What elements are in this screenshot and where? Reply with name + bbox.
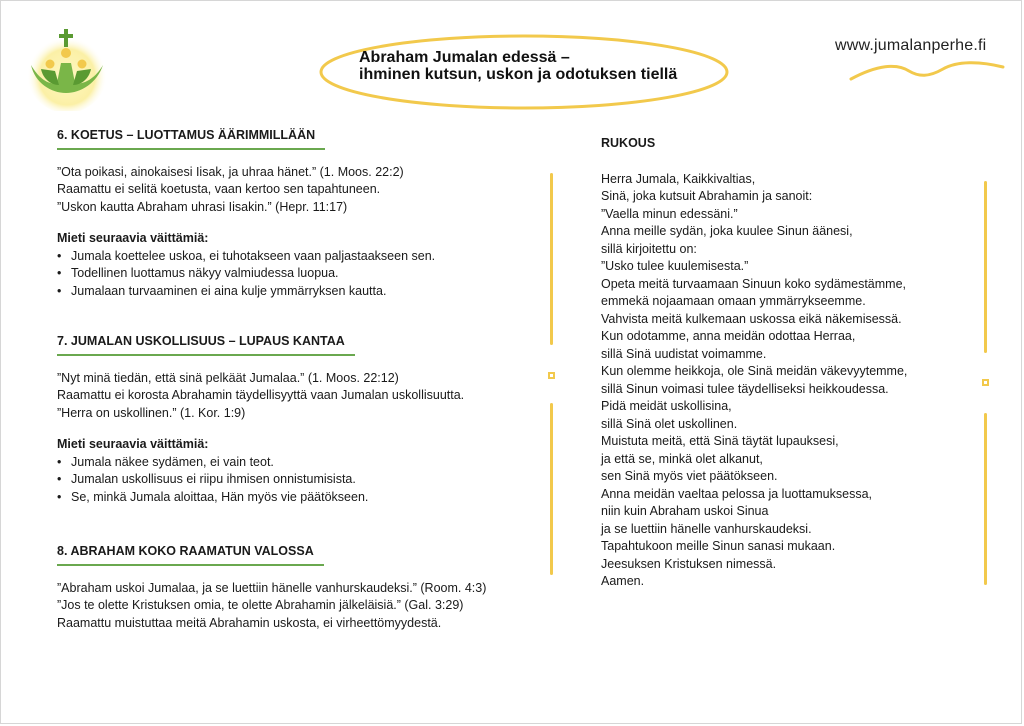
reflection-list [57, 248, 527, 301]
prayer-line: Anna meidän vaeltaa pelossa ja luottamuksessa, [601, 486, 872, 501]
list-item: • Jumalaan turvaaminen ei aina kulje ymmärryksen kautta. [57, 283, 527, 301]
section-heading [57, 127, 325, 150]
prayer-line: Vahvista meitä kulkemaan uskossa eikä näkemisessä. [601, 311, 902, 326]
list-item: • Jumalan uskollisuus ei riipu ihmisen onnistumisista. [57, 471, 527, 489]
prayer-line: Pidä meidät uskollisina, [601, 399, 732, 413]
section-heading [57, 543, 324, 566]
list-item: • Se, minkä Jumala aloittaa, Hän myös vie päätökseen. [57, 489, 527, 507]
reflection-heading: Mieti seuraavia väittämiä: [57, 437, 209, 451]
section-heading [57, 333, 355, 356]
text-line: Raamattu ei korosta Abrahamin täydellisyyttä vaan Jumalan uskollisuutta. [57, 388, 465, 402]
section-number: 8. [57, 544, 68, 558]
prayer-line: Kun olemme heikkoja, ole Sinä meidän väkevyytemme, [601, 364, 908, 378]
section-text [57, 580, 527, 633]
prayer-line: Aamen. [601, 574, 645, 588]
section-text [57, 370, 527, 423]
jumalanperhe-logo [19, 21, 115, 111]
divider-line [550, 173, 553, 345]
prayer-line: Sinä, joka kutsuit Abrahamin ja sanoit: [601, 189, 813, 203]
page-title [359, 49, 719, 83]
text-line: ”Uskon kautta Abraham uhrasi Iisakin.” (Hepr. 11:17) [57, 199, 348, 214]
prayer-line: Herra Jumala, Kaikkivaltias, [601, 171, 756, 186]
prayer-line: ”Vaella minun edessäni.” [601, 206, 738, 221]
prayer-line: Jeesuksen Kristuksen nimessä. [601, 556, 777, 571]
section-number: 6. [57, 128, 68, 142]
section-7 [57, 333, 527, 506]
text-line: Raamattu ei selitä koetusta, vaan kertoo sen tapahtuneen. [57, 182, 381, 196]
section-title: KOETUS – LUOTTAMUS ÄÄRIMMILLÄÄN [70, 128, 316, 142]
text-line: ”Herra on uskollinen.” (1. Kor. 1:9) [57, 405, 246, 420]
reflection-list [57, 454, 527, 507]
text-line: ”Abraham uskoi Jumalaa, ja se luettiin hänelle vanhurskaudeksi.” (Room. 4:3) [57, 580, 487, 595]
prayer-line: ja että se, minkä olet alkanut, [601, 451, 763, 466]
section-6 [57, 127, 527, 300]
page-title-line1: Abraham Jumalan edessä – [359, 49, 570, 66]
section-number: 7. [57, 334, 68, 348]
prayer-title: RUKOUS [601, 136, 656, 150]
list-item: • Jumala koettelee uskoa, ei tuhotakseen vaan paljastaakseen sen. [57, 248, 527, 266]
prayer-line: Tapahtukoon meille Sinun sanasi mukaan. [601, 539, 836, 553]
reflection-heading: Mieti seuraavia väittämiä: [57, 231, 209, 245]
swoosh-decoration [847, 57, 1007, 85]
section-title: JUMALAN USKOLLISUUS – LUPAUS KANTAA [70, 334, 345, 348]
prayer-line: sillä Sinä olet uskollinen. [601, 416, 738, 431]
section-text [57, 164, 527, 217]
prayer-line: sillä Sinä uudistat voimamme. [601, 346, 767, 361]
prayer-line: Opeta meitä turvaamaan Sinuun koko sydämestämme, [601, 276, 907, 291]
prayer-line: emmekä nojaamaan omaan ymmärrykseemme. [601, 294, 866, 308]
prayer-line: Anna meille sydän, joka kuulee Sinun äänesi, [601, 224, 853, 238]
text-line: ”Jos te olette Kristuksen omia, te olette Abrahamin jälkeläisiä.” (Gal. 3:29) [57, 598, 464, 612]
section-8 [57, 543, 527, 632]
prayer-line: Muistuta meitä, että Sinä täytät lupauksesi, [601, 434, 839, 448]
title-banner [319, 33, 729, 111]
prayer-text [601, 171, 961, 591]
page-title-line2: ihminen kutsun, uskon ja odotuksen tiellä [359, 66, 678, 83]
prayer-line: sillä Sinun voimasi tulee täydelliseksi heikkoudessa. [601, 381, 889, 396]
divider-line [984, 413, 987, 585]
list-item: • Jumala näkee sydämen, ei vain teot. [57, 454, 527, 472]
prayer-line: sillä kirjoitettu on: [601, 241, 697, 256]
section-title: ABRAHAM KOKO RAAMATUN VALOSSA [70, 544, 314, 558]
text-line: ”Nyt minä tiedän, että sinä pelkäät Jumalaa.” (1. Moos. 22:12) [57, 370, 399, 385]
list-item: • Todellinen luottamus näkyy valmiudessa luopua. [57, 265, 527, 283]
prayer-line: ”Usko tulee kuulemisesta.” [601, 259, 749, 273]
text-line: Raamattu muistuttaa meitä Abrahamin uskosta, ei virheettömyydestä. [57, 615, 442, 630]
divider-square [982, 379, 989, 386]
divider-line [984, 181, 987, 353]
text-line: ”Ota poikasi, ainokaisesi Iisak, ja uhraa hänet.” (1. Moos. 22:2) [57, 164, 404, 179]
prayer-line: Kun odotamme, anna meidän odottaa Herraa, [601, 329, 856, 343]
prayer-line: sen Sinä myös viet päätökseen. [601, 469, 778, 483]
prayer-line: niin kuin Abraham uskoi Sinua [601, 504, 769, 518]
website-link[interactable]: www.jumalanperhe.fi [835, 37, 987, 54]
divider-square [548, 372, 555, 379]
prayer-line: ja se luettiin hänelle vanhurskaudeksi. [601, 521, 812, 536]
prayer-column [601, 135, 961, 591]
divider-line [550, 403, 553, 575]
